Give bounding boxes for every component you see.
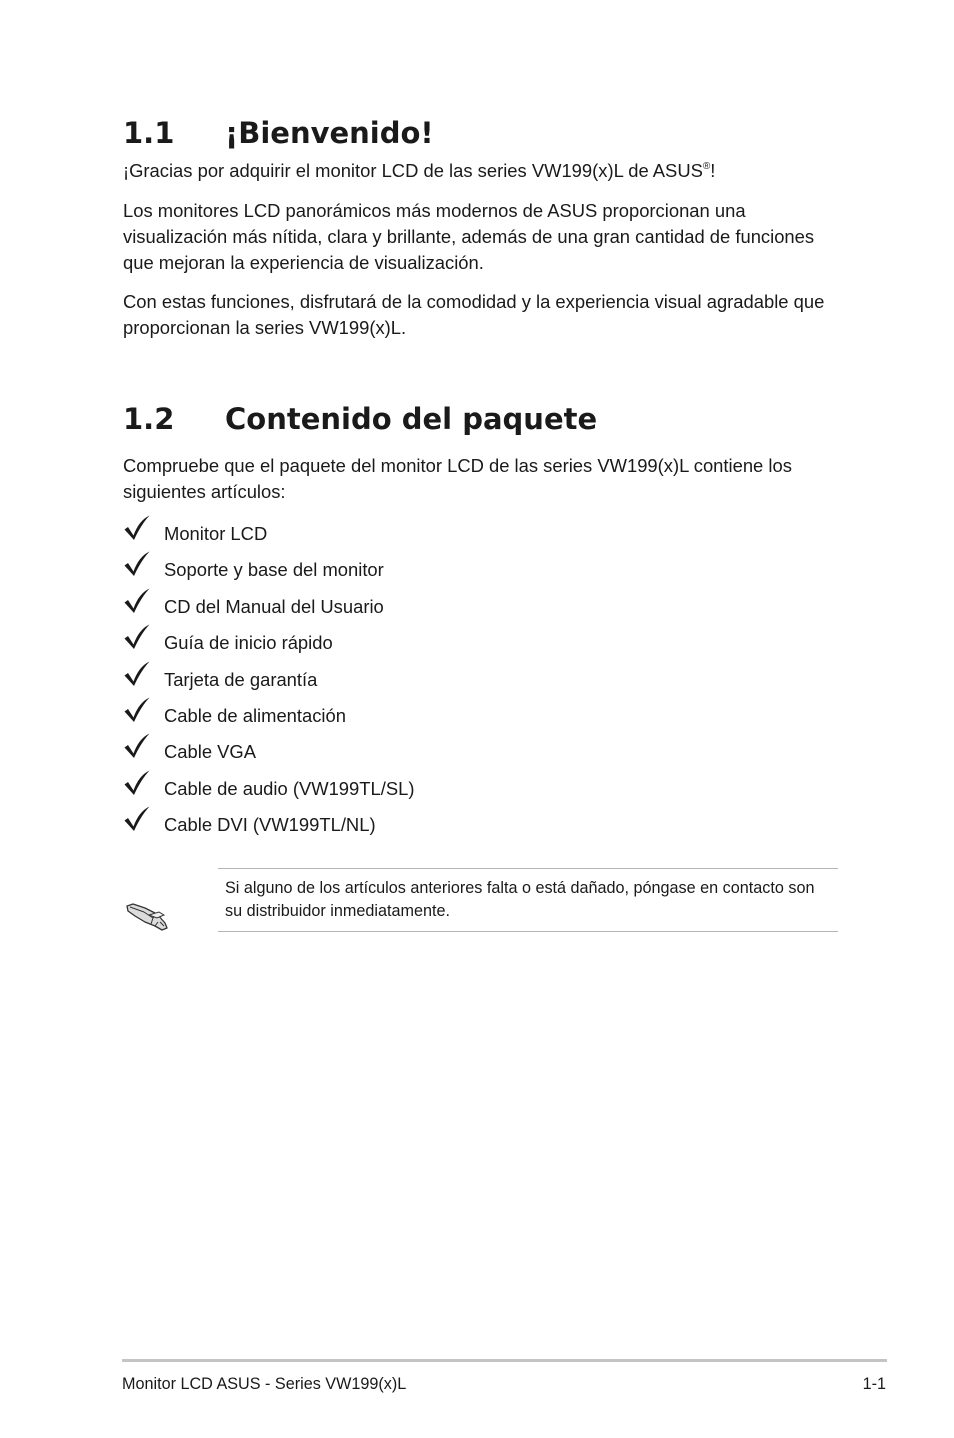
list-item-label: Tarjeta de garantía	[164, 668, 318, 690]
welcome-paragraph-1: Los monitores LCD panorámicos más modernos de ASUS proporcionan una visualización más nítida, clara y brillante, además de una gran cantidad de funciones que mejoran la experiencia de visualización.	[123, 200, 815, 273]
checkmark-icon	[123, 769, 164, 799]
list-item	[123, 696, 414, 732]
checkmark-icon	[123, 550, 164, 580]
thanks-text: ¡Gracias por adquirir el monitor LCD de las series VW199(x)L de ASUS	[123, 160, 703, 181]
checkmark-icon	[123, 660, 164, 690]
section-1-title: ¡Bienvenido!	[225, 116, 434, 150]
package-contents-list	[123, 514, 414, 842]
checkmark-icon	[123, 732, 164, 762]
checkmark-icon	[123, 587, 164, 617]
footer-divider	[122, 1359, 887, 1362]
note-bottom-divider	[218, 931, 838, 932]
checkmark-icon	[123, 514, 164, 544]
package-intro: Compruebe que el paquete del monitor LCD de las series VW199(x)L contiene los siguientes artículos:	[123, 455, 792, 502]
thanks-paragraph	[123, 158, 843, 184]
list-item	[123, 660, 414, 696]
checkmark-icon	[123, 805, 164, 835]
section-2-number: 1.2	[123, 402, 175, 436]
list-item	[123, 769, 414, 805]
registered-mark: ®	[702, 161, 711, 172]
note-top-divider	[218, 868, 838, 869]
hand-note-icon	[124, 893, 172, 933]
note-text: Si alguno de los artículos anteriores falta o está dañado, póngase en contacto son su distribuidor inmediatamente.	[225, 879, 815, 920]
thanks-exclamation: !	[710, 160, 716, 181]
list-item	[123, 732, 414, 768]
section-1-number: 1.1	[123, 116, 175, 150]
list-item	[123, 587, 414, 623]
list-item	[123, 623, 414, 659]
list-item-label: Soporte y base del monitor	[164, 559, 384, 581]
list-item	[123, 805, 414, 841]
section-2-heading	[123, 402, 597, 436]
list-item-label: Monitor LCD	[164, 523, 268, 544]
list-item-label: Cable VGA	[164, 741, 256, 763]
section-2-title: Contenido del paquete	[225, 402, 598, 436]
list-item-label: Cable DVI (VW199TL/NL)	[164, 814, 376, 836]
list-item-label: Cable de alimentación	[164, 704, 346, 726]
page-number: 1-1	[862, 1375, 886, 1393]
list-item	[123, 514, 414, 550]
welcome-paragraph-2: Con estas funciones, disfrutará de la comodidad y la experiencia visual agradable que proporcionan la series VW199(x)L.	[123, 291, 825, 338]
footer-title: Monitor LCD ASUS - Series VW199(x)L	[122, 1375, 407, 1393]
checkmark-icon	[123, 696, 164, 726]
list-item	[123, 550, 414, 586]
section-1-heading	[123, 116, 434, 150]
checkmark-icon	[123, 623, 164, 653]
list-item-label: Guía de inicio rápido	[164, 632, 333, 654]
list-item-label: Cable de audio (VW199TL/SL)	[164, 777, 415, 799]
list-item-label: CD del Manual del Usuario	[164, 595, 384, 617]
